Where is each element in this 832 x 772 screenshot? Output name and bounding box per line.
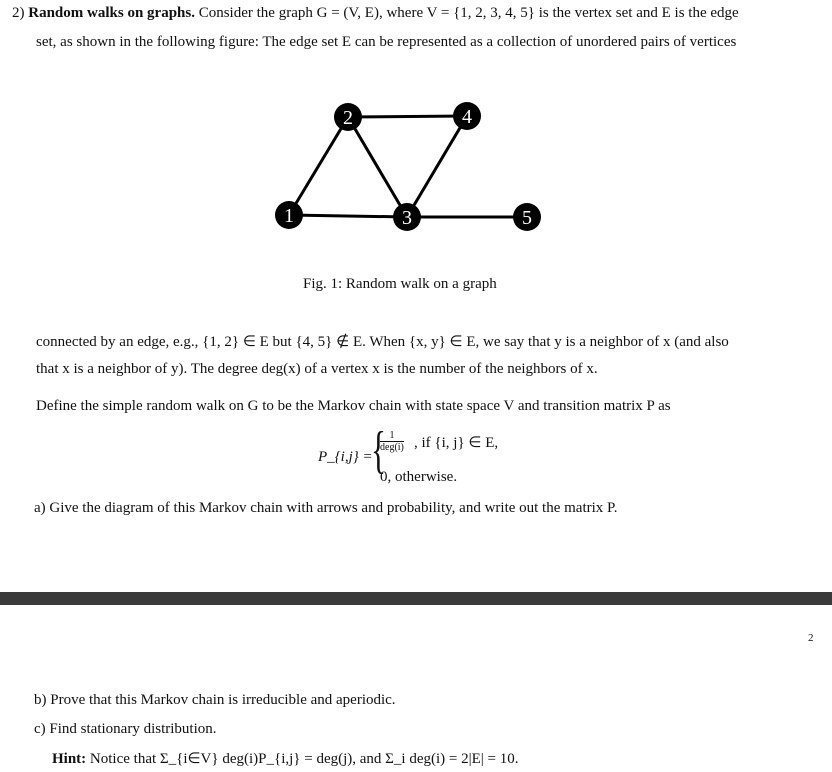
graph-node-label: 4 [462,106,472,128]
graph-edge-1-3 [289,215,407,217]
hint [52,749,518,768]
graph-edge-2-4 [348,116,467,117]
fraction-denominator: deg(i) [380,442,404,453]
formula-lhs: P_{i,j} = [318,449,373,465]
page-separator [0,592,832,605]
graph-edge-3-4 [407,116,467,217]
graph-node-label: 2 [343,107,353,129]
formula-fraction [380,430,404,453]
hint-label: Hint: [52,751,87,767]
graph-node-label: 1 [284,205,294,227]
paragraph-line-2: that x is a neighbor of y). The degree deg(x) of a vertex x is the number of the neighbors of x. [36,361,598,377]
page-number: 2 [808,632,814,644]
part-a: a) Give the diagram of this Markov chain with arrows and probability, and write out the matrix P. [34,500,618,516]
intro-line-2: set, as shown in the following figure: The edge set E can be represented as a collection of unordered pairs of vertices [36,34,737,50]
formula-brace: { [370,422,386,479]
problem-title: Random walks on graphs. [28,5,195,21]
paragraph-line-3: Define the simple random walk on G to be the Markov chain with state space V and transition matrix P as [36,398,671,414]
graph-edge-2-3 [348,117,407,217]
paragraph-line-1: connected by an edge, e.g., {1, 2} ∈ E but {4, 5} ∉ E. When {x, y} ∈ E, we say that y is a neighbor of x (and also [36,334,729,350]
formula-case-1: , if {i, j} ∈ E, [414,435,499,451]
hint-text: Notice that Σ_{i∈V} deg(i)P_{i,j} = deg(j), and Σ_i deg(i) = 2|E| = 10. [89,751,519,767]
graph-figure [0,0,832,260]
graph-node-label: 3 [402,207,412,229]
problem-number: 2) [12,5,25,21]
graph-node-label: 5 [522,207,532,229]
part-c: c) Find stationary distribution. [34,721,217,737]
part-b: b) Prove that this Markov chain is irreducible and aperiodic. [34,692,396,708]
fraction-numerator: 1 [389,430,395,441]
intro-line-1: Consider the graph G = (V, E), where V = {1, 2, 3, 4, 5} is the vertex set and E is the edge [198,5,739,21]
formula-case-2: 0, otherwise. [380,469,458,485]
figure-caption: Fig. 1: Random walk on a graph [303,276,497,292]
graph-edge-1-2 [289,117,348,215]
